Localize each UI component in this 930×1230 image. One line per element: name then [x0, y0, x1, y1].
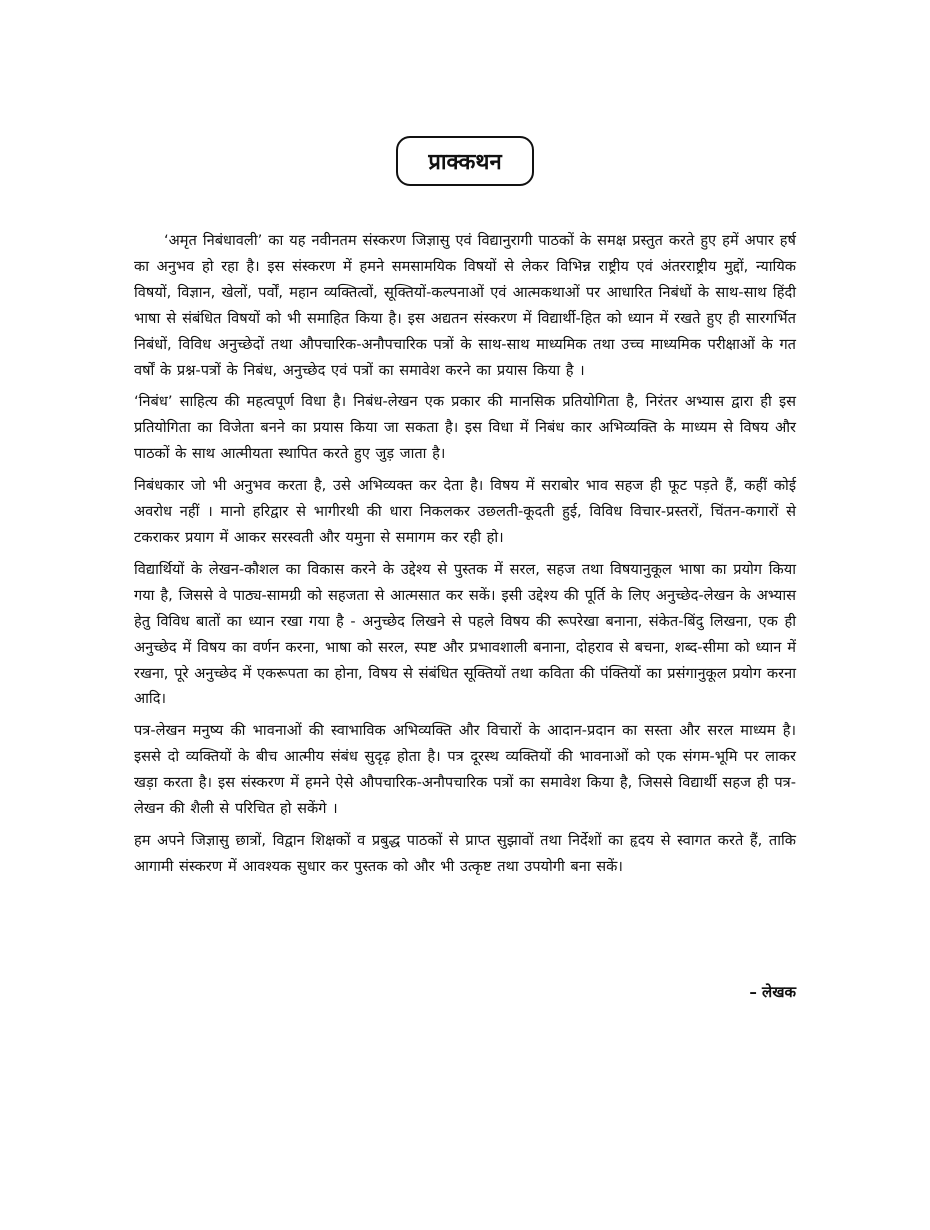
page-title: प्राक्कथन [428, 150, 502, 175]
paragraph-closing: हम अपने जिज्ञासु छात्रों, विद्वान शिक्षकों व प्रबुद्ध पाठकों से प्राप्त सुझावों तथा निर्देशों का हृदय से स्वागत करते हैं, ताकि आगामी संस्करण में आवश्यक सुधार कर पुस्तक को और भी उत्कृष्ट तथा उपयोगी बना सकें। [134, 831, 796, 875]
body-text [134, 228, 796, 886]
paragraph-nibandh: ‘निबंध’ साहित्य की महत्वपूर्ण विधा है। निबंध-लेखन एक प्रकार की मानसिक प्रतियोगिता है, निरंतर अभ्यास द्वारा ही इस प्रतियोगिता का विजेता बनने का प्रयास किया जा सकता है। इस विधा में निबंध कार अभिव्यक्ति के माध्यम से विषय और पाठकों के साथ आत्मीयता स्थापित करते हुए जुड़ जाता है। [134, 393, 796, 463]
paragraph-intro: ‘अमृत निबंधावली’ का यह नवीनतम संस्करण जिज्ञासु एवं विद्यानुरागी पाठकों के समक्ष प्रस्तुत करते हुए हमें अपार हर्ष का अनुभव हो रहा है। इस संस्करण में हमने समसामयिक विषयों से लेकर विभिन्न राष्ट्रीय एवं अंतरराष्ट्रीय मुद्दों, न्यायिक विषयों, विज्ञान, खेलों, पर्वों, महान व्यक्तित्वों, सूक्तियों-कल्पनाओं एवं आत्मकथाओं पर आधारित निबंधों के साथ-साथ हिंदी भाषा से संबंधित विषयों को भी समाहित किया है। इस अद्यतन संस्करण में विद्यार्थी-हित को ध्यान में रखते हुए ही सारगर्भित निबंधों, विविध अनुच्छेदों तथा औपचारिक-अनौपचारिक पत्रों के साथ-साथ माध्यमिक तथा उच्च माध्यमिक परीक्षाओं के गत वर्षों के प्रश्न-पत्रों के निबंध, अनुच्छेद एवं पत्रों का समावेश करने का प्रयास किया है । [134, 232, 796, 379]
paragraph-nibandhkar: निबंधकार जो भी अनुभव करता है, उसे अभिव्यक्त कर देता है। विषय में सराबोर भाव सहज ही फूट पड़ते हैं, कहीं कोई अवरोध नहीं । मानो हरिद्वार से भागीरथी की धारा निकलकर उछलती-कूदती हुई, विविध विचार-प्रस्तरों, चिंतन-कगारों से टकराकर प्रयाग में आकर सरस्वती और यमुना से समागम कर रही हो। [134, 477, 796, 546]
paragraph-lekhan-kaushal: विद्यार्थियों के लेखन-कौशल का विकास करने के उद्देश्य से पुस्तक में सरल, सहज तथा विषयानुकूल भाषा का प्रयोग किया गया है, जिससे वे पाठ्य-सामग्री को सहजता से आत्मसात कर सकें। इसी उद्देश्य की पूर्ति के लिए अनुच्छेद-लेखन के अभ्यास हेतु विविध बातों का ध्यान रखा गया है - अनुच्छेद लिखने से पहले विषय की रूपरेखा बनाना, संकेत-बिंदु लिखना, एक ही अनुच्छेद में विषय का वर्णन करना, भाषा को सरल, स्पष्ट और प्रभावशाली बनाना, दोहराव से बचना, शब्द-सीमा को ध्यान में रखना, पूरे अनुच्छेद में एकरूपता का होना, विषय से संबंधित सूक्तियों तथा कविता की पंक्तियों का प्रसंगानुकूल प्रयोग करना आदि। [134, 560, 796, 708]
title-frame [396, 136, 534, 186]
author-signature: – लेखक [749, 983, 796, 1001]
paragraph-patra-lekhan: पत्र-लेखन मनुष्य की भावनाओं की स्वाभाविक अभिव्यक्ति और विचारों के आदान-प्रदान का सस्ता और सरल माध्यम है। इससे दो व्यक्तियों के बीच आत्मीय संबंध सुदृढ़ होता है। पत्र दूरस्थ व्यक्तियों की भावनाओं को एक संगम-भूमि पर लाकर खड़ा करता है। इस संस्करण में हमने ऐसे औपचारिक-अनौपचारिक पत्रों का समावेश किया है, जिससे विद्यार्थी सहज ही पत्र-लेखन की शैली से परिचित हो सकेंगे । [134, 722, 796, 818]
